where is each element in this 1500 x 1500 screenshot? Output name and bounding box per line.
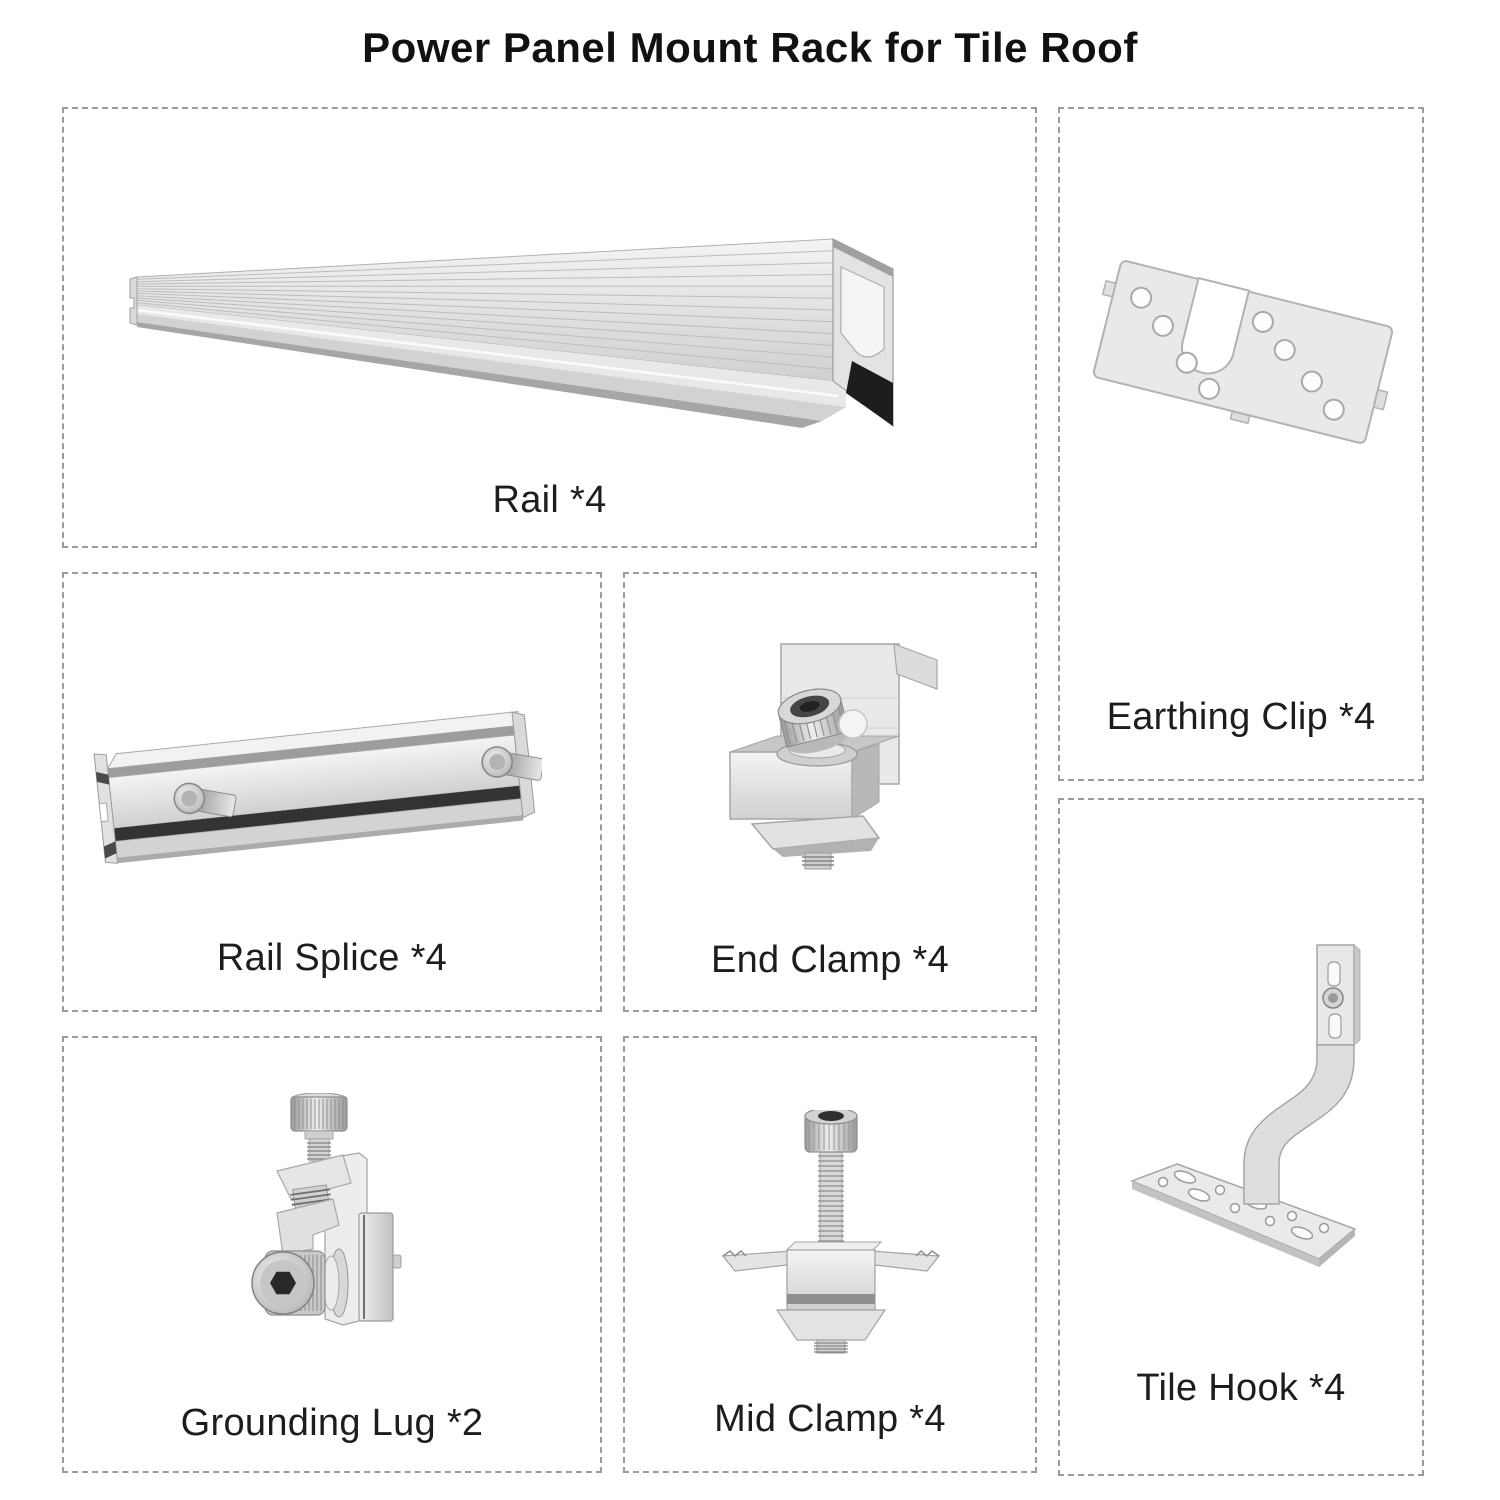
part-label-rail: Rail *4 xyxy=(492,479,607,521)
part-card-earthing-clip xyxy=(1058,107,1424,781)
part-label-earthing-clip: Earthing Clip *4 xyxy=(1106,696,1376,738)
tile-hook-photo xyxy=(1125,940,1365,1270)
rail-splice-photo xyxy=(92,689,542,909)
part-card-tile-hook xyxy=(1058,798,1424,1476)
page-title: Power Panel Mount Rack for Tile Roof xyxy=(362,24,1138,71)
earthing-clip-photo xyxy=(1085,244,1401,464)
part-label-mid-clamp: Mid Clamp *4 xyxy=(714,1398,946,1440)
part-card-grounding-lug xyxy=(62,1036,602,1473)
part-card-mid-clamp xyxy=(623,1036,1037,1473)
part-card-rail xyxy=(62,107,1037,548)
grounding-lug-photo xyxy=(242,1093,402,1343)
part-card-end-clamp xyxy=(623,572,1037,1012)
mid-clamp-photo xyxy=(721,1110,941,1355)
part-label-tile-hook: Tile Hook *4 xyxy=(1136,1367,1346,1409)
end-clamp-photo xyxy=(713,636,953,891)
part-label-rail-splice: Rail Splice *4 xyxy=(216,937,448,979)
part-label-end-clamp: End Clamp *4 xyxy=(710,939,950,981)
rail-photo xyxy=(122,221,1012,451)
part-card-rail-splice xyxy=(62,572,602,1012)
part-label-grounding-lug: Grounding Lug *2 xyxy=(180,1402,484,1444)
